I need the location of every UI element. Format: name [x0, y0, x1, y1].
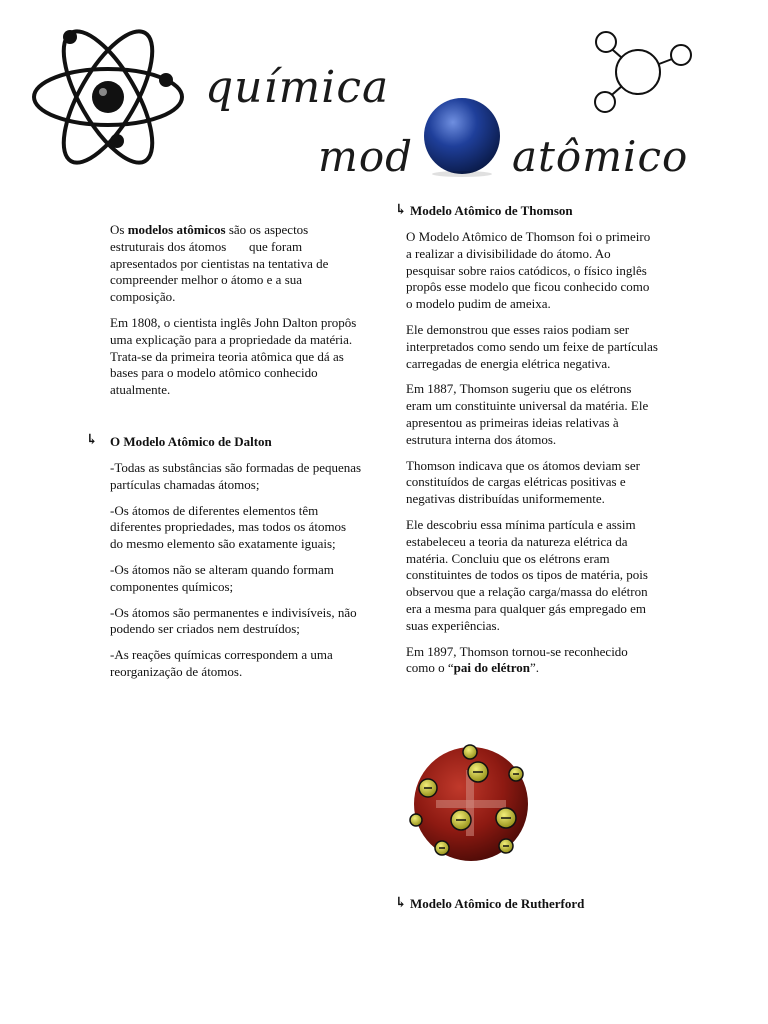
- dalton-heading: O Modelo Atômico de Dalton: [110, 434, 272, 449]
- thomson-paragraph: Em 1887, Thomson sugeriu que os elétrons eram um constituinte universal da matéria. Ele apresentou as primeiras ideias relativas à estrutura interna dos átomos.: [406, 381, 649, 447]
- thomson-heading-arrow-icon: ↳: [395, 203, 407, 218]
- dalton-points-list: [110, 460, 362, 690]
- dalton-point: -As reações químicas correspondem a uma reorganização de átomos.: [110, 647, 333, 679]
- dalton-point: -Os átomos não se alteram quando formam componentes químicos;: [110, 561, 334, 594]
- thomson-paragraph: O Modelo Atômico de Thomson foi o primeiro a realizar a divisibilidade do átomo. Ao pesquisar sobre raios catódicos, o físico inglês propôs esse modelo que ficou conhecido como o modelo pudim de ameixa.: [406, 229, 651, 312]
- thomson-paragraph: Ele descobriu essa mínima partícula e assim estabeleceu a teoria da natureza elétrica da matéria. Concluiu que os elétrons eram constituintes de todos os tipos de matéria, pois observou que a relação carga/massa do elétron era a mesma para qualquer gás empregado em suas experiências.: [406, 516, 648, 633]
- header-title-line1: química: [205, 62, 390, 113]
- dalton-point: -Todas as substâncias são formadas de pequenas partículas chamadas átomos;: [110, 460, 362, 492]
- intro-paragraph: Os modelos atômicos são os aspectos estruturais dos átomos que foram apresentados por cientistas na tentativa de compreender melhor o átomo e a sua composição.: [110, 222, 332, 305]
- plum-pudding-model-icon: [406, 742, 536, 862]
- thomson-paragraph: Ele demonstrou que esses raios podiam ser interpretados como sendo um feixe de partículas carregadas de energia elétrica negativa.: [406, 321, 658, 371]
- rutherford-heading-arrow-icon: ↳: [395, 896, 407, 911]
- dalton-heading-arrow-icon: ↳: [86, 433, 98, 448]
- dalton-point: -Os átomos são permanentes e indivisíveis, não podendo ser criados nem destruídos;: [110, 604, 357, 637]
- dalton-point: -Os átomos de diferentes elementos têm diferentes propriedades, mas todos os átomos do mesmo elemento são exatamente iguais;: [110, 502, 347, 552]
- molecule-icon: [588, 28, 698, 118]
- atom-icon: [30, 25, 190, 175]
- left-intro-block: [110, 222, 360, 408]
- dalton-intro-paragraph: Em 1808, o cientista inglês John Dalton propôs uma explicação para a propriedade da matéria. Trata-se da primeira teoria atômica que dá as bases para o modelo atômico conhecido atualmente.: [110, 314, 357, 398]
- header-title-line2-right: atômico: [512, 132, 689, 181]
- header-title-line2-left: mod: [318, 132, 413, 181]
- thomson-text-block: [406, 229, 658, 686]
- thomson-paragraph: Thomson indicava que os átomos deviam ser constituídos de cargas elétricas positivas e negativas distribuídas uniformemente.: [406, 457, 640, 507]
- blue-sphere-icon: [420, 94, 504, 178]
- thomson-final-paragraph: Em 1897, Thomson tornou-se reconhecido como o “pai do elétron”.: [406, 643, 628, 676]
- rutherford-heading: Modelo Atômico de Rutherford: [410, 896, 585, 911]
- modelos-atomicos-bold: modelos atômicos: [127, 222, 226, 237]
- thomson-heading: Modelo Atômico de Thomson: [410, 203, 573, 218]
- pai-do-eletron-bold: pai do elétron: [453, 660, 530, 676]
